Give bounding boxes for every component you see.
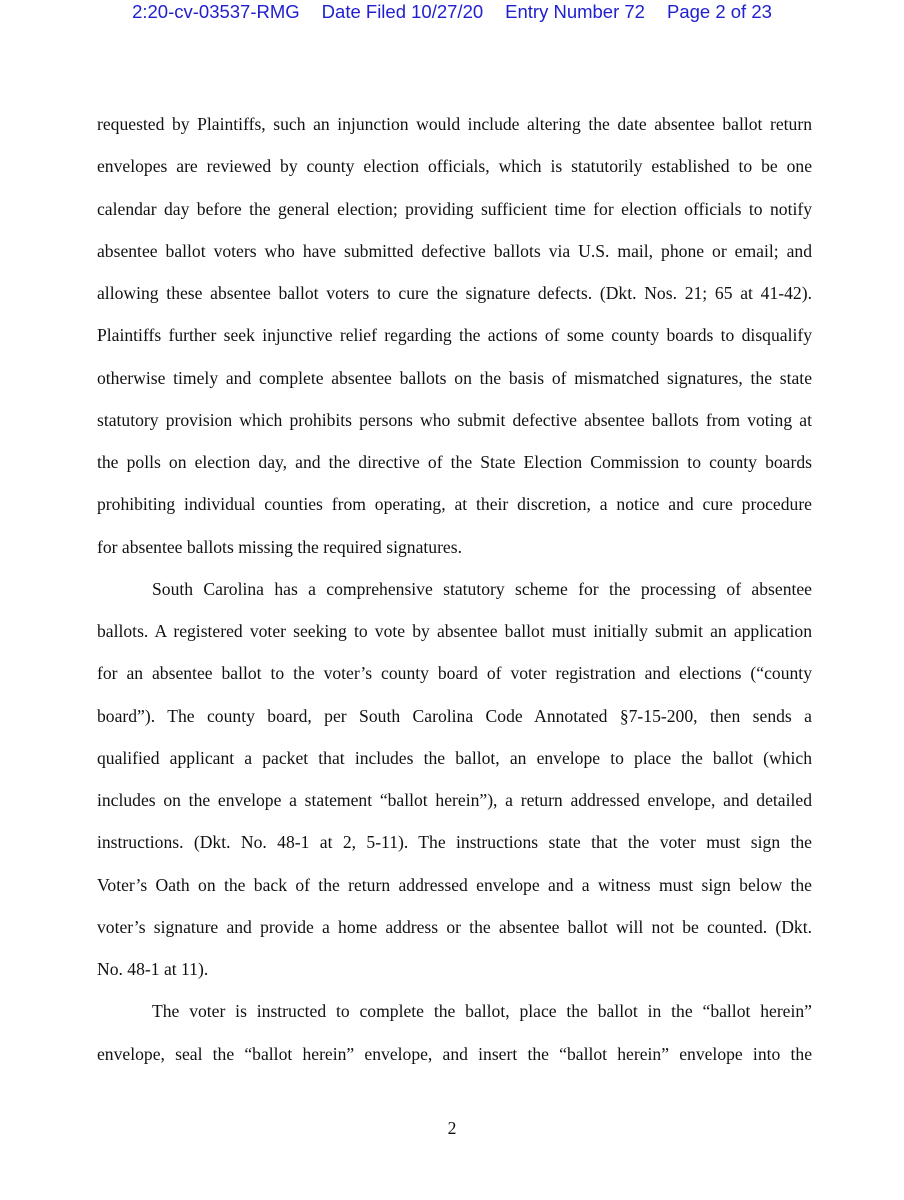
- text-line: absentee ballot voters who have submitted defective ballots via U.S. mail, phone or email; and: [97, 240, 812, 261]
- text-line: requested by Plaintiffs, such an injunction would include altering the date absentee ballot return: [97, 114, 812, 134]
- text-line: calendar day before the general election; providing sufficient time for election officials to notify: [97, 198, 812, 219]
- text-line: board”). The county board, per South Carolina Code Annotated §7-15-200, then sends a: [97, 705, 812, 726]
- text-line: Voter’s Oath on the back of the return addressed envelope and a witness must sign below the: [97, 874, 812, 895]
- text-line: Plaintiffs further seek injunctive relief regarding the actions of some county boards to disqualify: [97, 325, 812, 346]
- page-indicator: Page 2 of 23: [666, 1, 772, 22]
- text-line: envelopes are reviewed by county election officials, which is statutorily established to be one: [97, 156, 812, 177]
- case-number: 2:20-cv-03537-RMG: [132, 1, 300, 22]
- entry-number: Entry Number 72: [505, 1, 645, 22]
- text-line: includes on the envelope a statement “ballot herein”), a return addressed envelope, and detailed: [97, 790, 812, 810]
- text-line: prohibiting individual counties from operating, at their discretion, a notice and cure procedure: [97, 494, 812, 515]
- text-line: voter’s signature and provide a home address or the absentee ballot will not be counted. (Dkt.: [97, 916, 812, 937]
- text-line: allowing these absentee ballot voters to cure the signature defects. (Dkt. Nos. 21; 65 at 41-42).: [97, 283, 812, 303]
- text-line: for absentee ballots missing the required signatures.: [97, 536, 462, 557]
- text-line: No. 48-1 at 11).: [97, 959, 209, 979]
- case-header: [0, 0, 904, 24]
- text-line: statutory provision which prohibits persons who submit defective absentee ballots from voting at: [97, 409, 812, 430]
- text-line: ballots. A registered voter seeking to vote by absentee ballot must initially submit an application: [97, 621, 812, 641]
- paragraph-start-line: The voter is instructed to complete the ballot, place the ballot in the “ballot herein”: [152, 1001, 812, 1022]
- document-body: [97, 103, 812, 1075]
- date-filed: Date Filed 10/27/20: [321, 1, 484, 22]
- paragraph-start-line: South Carolina has a comprehensive statutory scheme for the processing of absentee: [152, 578, 812, 599]
- text-line: instructions. (Dkt. No. 48-1 at 2, 5-11). The instructions state that the voter must sign the: [97, 832, 812, 853]
- text-line: for an absentee ballot to the voter’s county board of voter registration and elections (“county: [97, 663, 812, 684]
- page-number: 2: [447, 1118, 457, 1138]
- text-line: the polls on election day, and the directive of the State Election Commission to county boards: [97, 452, 812, 472]
- text-line: envelope, seal the “ballot herein” envelope, and insert the “ballot herein” envelope into the: [97, 1043, 812, 1064]
- text-line: otherwise timely and complete absentee ballots on the basis of mismatched signatures, the state: [97, 367, 812, 388]
- text-line: qualified applicant a packet that includes the ballot, an envelope to place the ballot (which: [97, 747, 812, 768]
